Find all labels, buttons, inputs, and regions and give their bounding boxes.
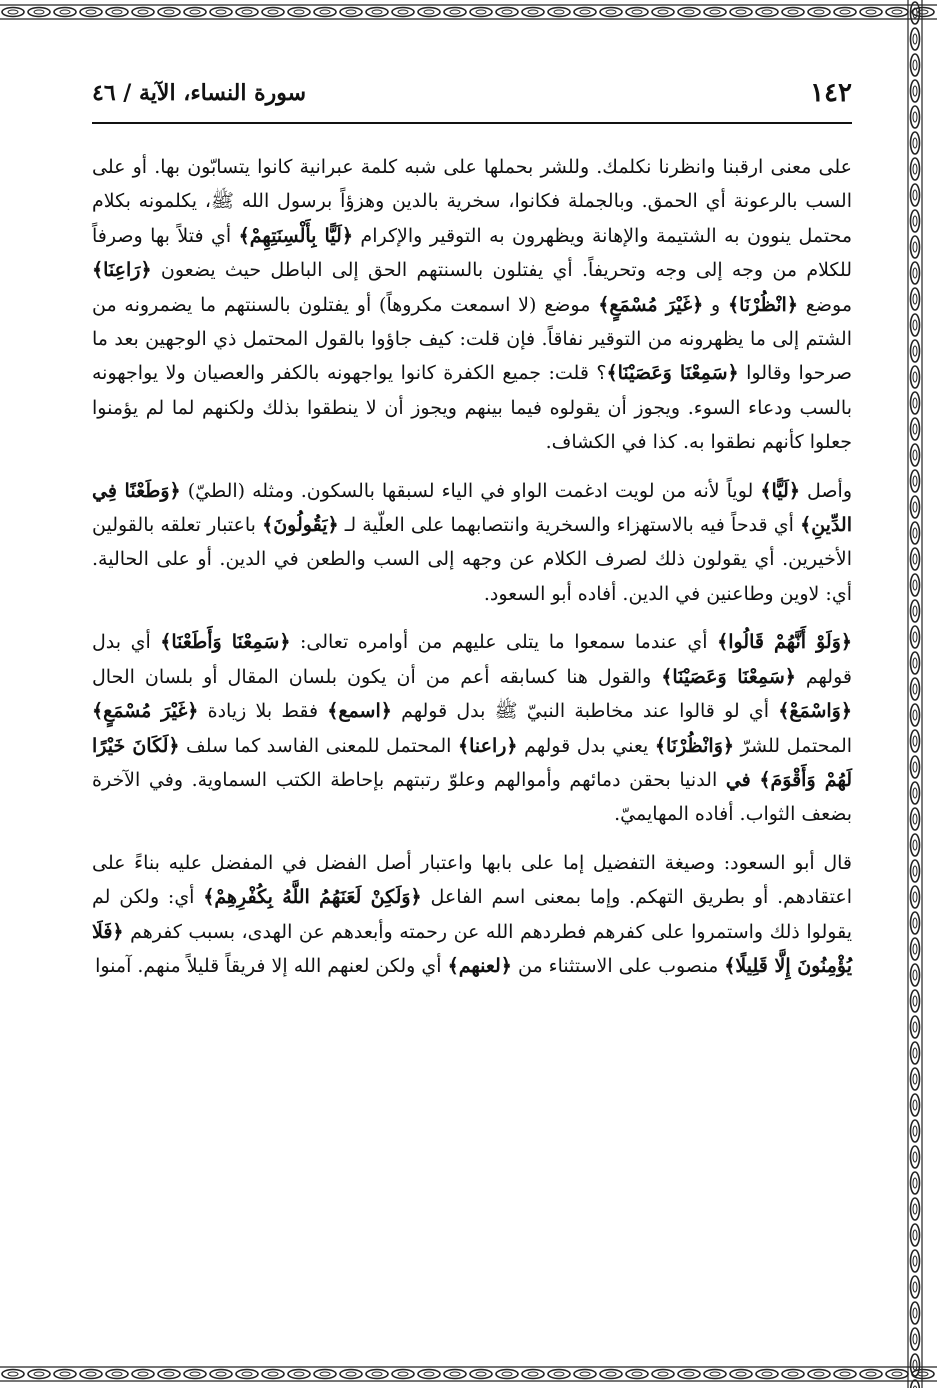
text-run: الدنيا بحقن دمائهم وأموالهم وعلوّ رتبتهم بإحاطة الكتب السماوية. وفي الآخرة بضعف الثواب. أفاده المهايميّ. bbox=[92, 768, 852, 826]
text-run: فقط بلا زيادة bbox=[198, 700, 328, 723]
paragraph-1 bbox=[92, 150, 852, 460]
text-run: قال أبو السعود: وصيغة التفضيل إما على بابها واعتبار أصل الفضل في المفضل عليه بناءً على اعتقادهم. أو بطريق التهكم. وإما بمعنى اسم الفاعل bbox=[92, 851, 852, 909]
quran-quote: ﴿لعنهم﴾ bbox=[447, 954, 512, 977]
body-text bbox=[92, 150, 852, 983]
text-run: أي ولكن لعنهم الله إلا فريقاً قليلاً منهم. آمنوا bbox=[95, 954, 448, 977]
text-run: موضع (لا اسمعت مكروهاً) أو يفتلون بالسنتهم ما يضمرونه من الشتم إلى ما يظهرونه من التوقير نفاقاً. فإن قلت: كيف جاؤوا بالقول المحتمل ذي الوجهين بعد ما صرحوا وقالوا bbox=[92, 293, 853, 385]
page-header bbox=[92, 72, 852, 124]
text-run: المحتمل للمعنى الفاسد كما سلف bbox=[179, 734, 458, 757]
text-run: موضع bbox=[797, 293, 852, 316]
text-run: أي بدل قولهم bbox=[92, 631, 852, 688]
paragraph-2 bbox=[92, 474, 852, 612]
text-run: أي عندما سمعوا ما يتلى عليهم من أوامره تعالى: bbox=[290, 631, 718, 654]
quran-quote: ﴿وَلَوْ أَنَّهُمْ قَالُوا﴾ bbox=[717, 631, 853, 654]
quran-quote: ﴿لَيًّا﴾ bbox=[760, 479, 800, 502]
quran-quote: ﴿وَانْظُرْنَا﴾ bbox=[654, 734, 735, 757]
running-title: سورة النساء، الآية / ٤٦ bbox=[92, 80, 307, 106]
text-run: على معنى ارقبنا وانظرنا نكلمك. وللشر بحملها على شبه كلمة عبرانية كانوا يتسابّون بها. أو على السب بالرعونة أي الحمق. وبالجملة فكانوا، سخرية بالدين وهزؤاً برسول الله ﷺ، يكلمونه بكلام محتمل ينوون به الشتيمة والإهانة ويظهرون به التوقير والإكرام bbox=[92, 156, 852, 247]
quran-quote: ﴿وَاسْمَعْ﴾ bbox=[778, 700, 852, 723]
ornamental-border-bottom bbox=[0, 1362, 937, 1386]
quran-quote: ﴿راعنا﴾ bbox=[457, 734, 518, 757]
text-run: باعتبار تعلقه بالقولين الأخيرين. أي يقولون ذلك لصرف الكلام عن وجهه إلى السب والطعن في الدين. أو على الحالية. أي: لاوين وطاعنين في الدين. أفاده أبو السعود. bbox=[92, 514, 852, 605]
quran-quote: ﴿فَلَا يُؤْمِنُونَ إِلَّا قَلِيلًا﴾ bbox=[92, 920, 852, 977]
text-run: لوياً لأنه من لويت ادغمت الواو في الياء لسبقها بالسكون. ومثله (الطيّ) bbox=[180, 479, 761, 502]
quran-quote: ﴿سَمِعْنَا وَعَصَيْنَا﴾ bbox=[606, 362, 739, 385]
text-run: أي لو قالوا عند مخاطبة النبيّ ﷺ بدل قولهم bbox=[391, 700, 779, 723]
quran-quote: ﴿يَقُولُونَ﴾ bbox=[262, 514, 339, 537]
quran-quote: ﴿انْظُرْنَا﴾ bbox=[727, 293, 798, 316]
quran-quote: ﴿وَطَعْنًا فِي الدِّينِ﴾ bbox=[92, 479, 852, 537]
quran-quote: ﴿اسمع﴾ bbox=[327, 700, 392, 723]
text-run: والقول هنا كسابقه أعم من أن يكون بلسان المقال أو بلسان الحال bbox=[92, 665, 662, 688]
text-run: منصوب على الاستثناء من bbox=[511, 954, 725, 977]
text-run: أي: ولكن لم يقولوا ذلك واستمروا على كفرهم فطردهم الله عن رحمته وأبعدهم عن الهدى، بسبب كفرهم bbox=[92, 886, 852, 943]
page-number: ١٤٢ bbox=[810, 78, 852, 108]
text-run: و bbox=[703, 293, 728, 316]
quran-quote: ﴿لَيًّا بِأَلْسِنَتِهِمْ﴾ bbox=[238, 224, 353, 247]
text-run: أي فتلاً بها وصرفاً للكلام من وجه إلى وجه وتحريفاً. أي يفتلون بالسنتهم الحق إلى الباطل حيث يضعون bbox=[92, 224, 852, 282]
text-run: أي قدحاً فيه بالاستهزاء والسخرية وانتصابهما على العلّية لـ bbox=[338, 514, 801, 537]
ornamental-border-right bbox=[903, 0, 927, 1388]
quran-quote: ﴿سَمِعْنَا وَأَطَعْنَا﴾ bbox=[160, 631, 291, 654]
ornamental-border-top bbox=[0, 0, 937, 24]
quran-quote: ﴿رَاعِنَا﴾ bbox=[92, 259, 152, 282]
paragraph-4 bbox=[92, 846, 852, 984]
paragraph-3 bbox=[92, 625, 852, 831]
quran-quote: في bbox=[725, 768, 751, 791]
text-run: وأصل bbox=[799, 479, 853, 502]
text-run: يعني بدل قولهم bbox=[517, 734, 655, 757]
quran-quote: ﴿وَلَكِنْ لَعَنَهُمُ اللَّهُ بِكُفْرِهِمْ﴾ bbox=[203, 886, 422, 909]
quran-quote: ﴿لَكَانَ خَيْرًا لَهُمْ وَأَقْوَمَ﴾ bbox=[92, 734, 852, 791]
quran-quote: ﴿غَيْرَ مُسْمَعٍ﴾ bbox=[598, 293, 704, 316]
text-run: المحتمل للشرّ bbox=[734, 734, 853, 757]
quran-quote: ﴿غَيْرَ مُسْمَعٍ﴾ bbox=[92, 700, 199, 723]
quran-quote: ﴿سَمِعْنَا وَعَصَيْنَا﴾ bbox=[661, 665, 796, 688]
book-page bbox=[92, 72, 852, 1352]
text-run: ؟ قلت: جميع الكفرة كانوا يواجهونه بالكفر والعصيان ولا يواجهونه بالسب ودعاء السوء. ويجوز أن يقولوه فيما بينهم ويجوز أن لا ينطقوا بذلك ولكنهم لما لم يؤمنوا جعلوا كأنهم نطقوا به. كذا في الكشاف. bbox=[92, 362, 852, 454]
